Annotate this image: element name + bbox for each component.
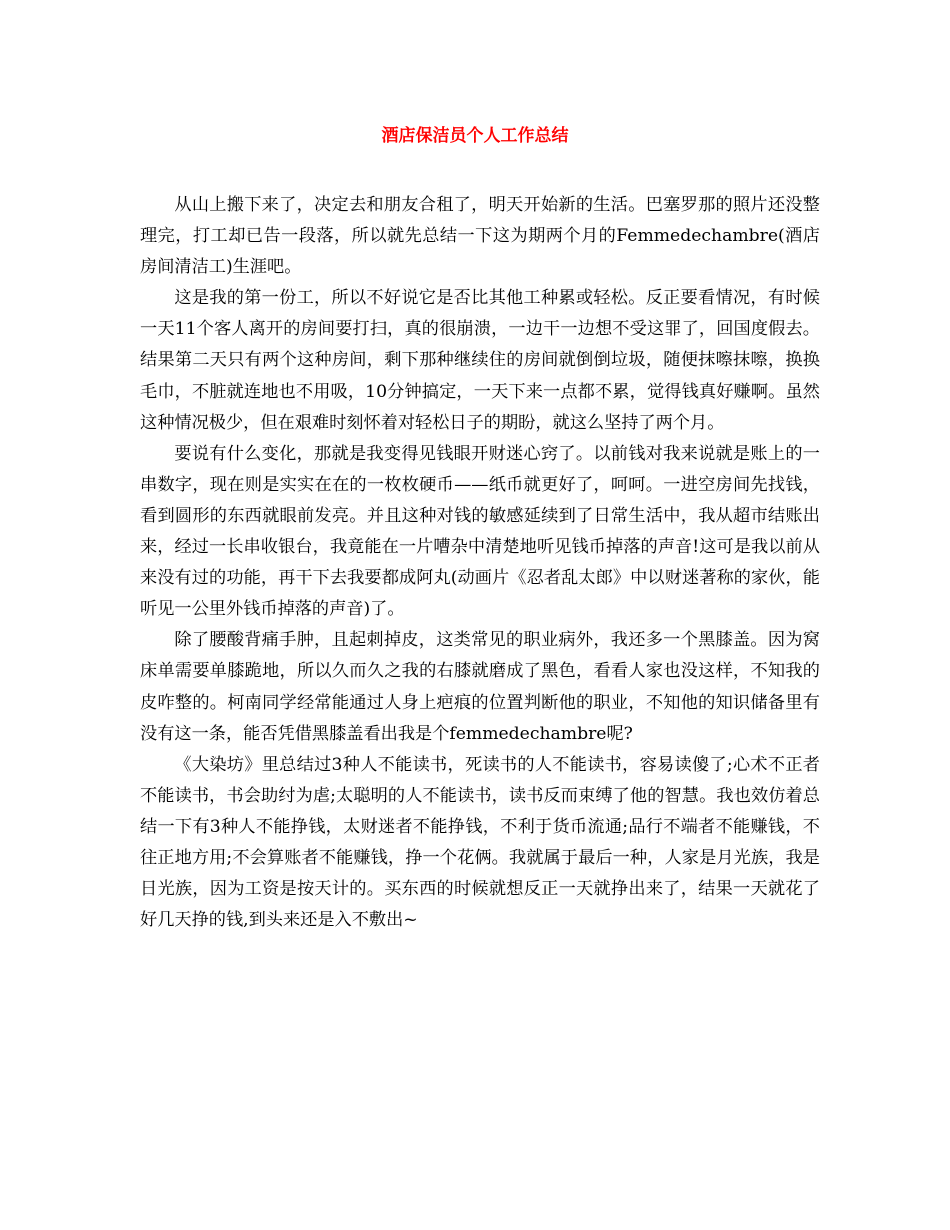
document-title: 酒店保洁员个人工作总结 — [381, 126, 569, 146]
paragraph-2: 这是我的第一份工，所以不好说它是否比其他工种累或轻松。反正要看情况，有时候一天11个客人离开的房间要打扫，真的很崩溃，一边干一边想不受这罪了，回国度假去。结果第二天只有两个这种房间，剩下那种继续住的房间就倒倒垃圾，随便抹嚓抹嚓，换换毛巾，不脏就连地也不用吸，10分钟搞定，一天下来一点都不累，觉得钱真好赚啊。虽然这种情况极少，但在艰难时刻怀着对轻松日子的期盼，就这么坚持了两个月。 — [140, 288, 820, 433]
paragraph-5: 《大染坊》里总结过3种人不能读书，死读书的人不能读书，容易读傻了;心术不正者不能读书，书会助纣为虐;太聪明的人不能读书，读书反而束缚了他的智慧。我也效仿着总结一下有3种人不能挣钱，太财迷者不能挣钱，不利于货币流通;品行不端者不能赚钱，不往正地方用;不会算账者不能赚钱，挣一个花俩。我就属于最后一种，人家是月光族，我是日光族，因为工资是按天计的。买东西的时候就想反正一天就挣出来了，结果一天就花了好几天挣的钱,到头来还是入不敷出~ — [140, 754, 820, 931]
paragraph-1: 从山上搬下来了，决定去和朋友合租了，明天开始新的生活。巴塞罗那的照片还没整理完，打工却已告一段落，所以就先总结一下这为期两个月的Femmedechambre(酒店房间清洁工)生涯吧。 — [140, 195, 820, 278]
paragraph-4: 除了腰酸背痛手肿，且起刺掉皮，这类常见的职业病外，我还多一个黑膝盖。因为窝床单需要单膝跪地，所以久而久之我的右膝就磨成了黑色，看看人家也没这样，不知我的皮咋整的。柯南同学经常能通过人身上疤痕的位置判断他的职业，不知他的知识储备里有没有这一条，能否凭借黑膝盖看出我是个femmedechambre呢? — [140, 630, 820, 744]
document-body — [140, 190, 820, 936]
paragraph-3: 要说有什么变化，那就是我变得见钱眼开财迷心窍了。以前钱对我来说就是账上的一串数字，现在则是实实在在的一枚枚硬币——纸币就更好了，呵呵。一进空房间先找钱，看到圆形的东西就眼前发亮。并且这种对钱的敏感延续到了日常生活中，我从超市结账出来，经过一长串收银台，我竟能在一片嘈杂中清楚地听见钱币掉落的声音!这可是我以前从来没有过的功能，再干下去我要都成阿丸(动画片《忍者乱太郎》中以财迷著称的家伙，能听见一公里外钱币掉落的声音)了。 — [140, 443, 820, 620]
